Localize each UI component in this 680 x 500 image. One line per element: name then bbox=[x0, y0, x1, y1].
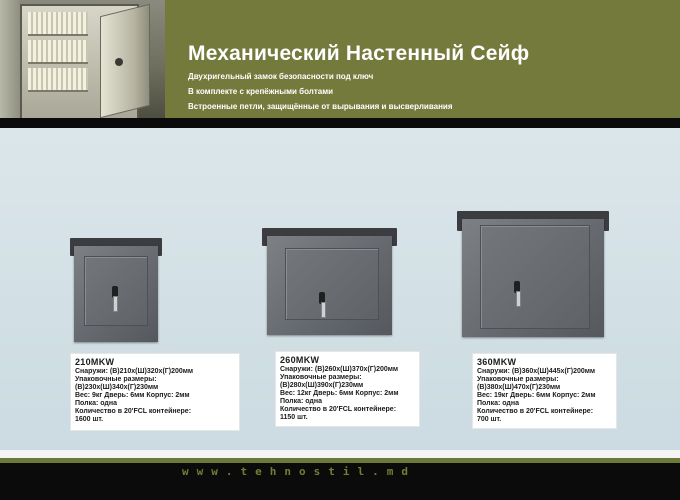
spec-line: Количество в 20'FCL контейнере: bbox=[75, 408, 192, 415]
spec-line: Вес: 19кг Дверь: 6мм Корпус: 2мм bbox=[477, 392, 596, 399]
spec-line: Снаружи: (В)360х(Ш)445х(Г)200мм bbox=[477, 368, 596, 375]
feature-item: В комплекте с крепёжными болтами bbox=[188, 87, 334, 96]
model-name: 210MKW bbox=[75, 357, 115, 367]
product-area bbox=[0, 128, 680, 450]
spec-line: (В)230х(Ш)340х(Г)230мм bbox=[75, 384, 159, 391]
spec-line: Упаковочные размеры: bbox=[280, 374, 362, 381]
safe-image-210mkw bbox=[70, 238, 162, 343]
spec-line: 1600 шт. bbox=[75, 416, 104, 423]
footer bbox=[0, 458, 680, 500]
spec-line: Снаружи: (В)260х(Ш)370х(Г)200мм bbox=[280, 366, 399, 373]
product-card-260mkw bbox=[275, 351, 420, 427]
page-title: Механический Настенный Сейф bbox=[188, 42, 530, 65]
spec-line: Упаковочные размеры: bbox=[75, 376, 157, 383]
header-banner bbox=[0, 0, 680, 118]
model-name: 360MKW bbox=[477, 357, 517, 367]
spec-line: Количество в 20'FCL контейнере: bbox=[477, 408, 594, 415]
spec-line: 700 шт. bbox=[477, 416, 502, 423]
feature-item: Встроенные петли, защищённые от вырывания и высверливания bbox=[188, 102, 453, 111]
spec-line: Полка: одна bbox=[75, 400, 117, 407]
divider-band bbox=[0, 118, 680, 128]
spec-line: 1150 шт. bbox=[280, 414, 308, 421]
spec-line: Количество в 20'FCL контейнере: bbox=[280, 406, 397, 413]
spec-line: (В)280х(Ш)390х(Г)230мм bbox=[280, 382, 364, 389]
spec-line: Снаружи: (В)210х(Ш)320х(Г)200мм bbox=[75, 368, 194, 375]
product-card-360mkw bbox=[472, 353, 617, 429]
safe-image-360mkw bbox=[457, 211, 609, 338]
divider-band bbox=[0, 450, 680, 458]
spec-line: Упаковочные размеры: bbox=[477, 376, 559, 383]
spec-line: Вес: 12кг Дверь: 6мм Корпус: 2мм bbox=[280, 390, 399, 397]
safe-image-260mkw bbox=[262, 228, 397, 336]
spec-line: Полка: одна bbox=[477, 400, 519, 407]
product-card-210mkw bbox=[70, 353, 240, 431]
spec-line: Вес: 9кг Дверь: 6мм Корпус: 2мм bbox=[75, 392, 190, 399]
footer-accent-strip bbox=[0, 458, 680, 463]
website-link[interactable]: www.tehnostil.md bbox=[182, 465, 416, 478]
model-name: 260MKW bbox=[280, 355, 320, 365]
spec-line: Полка: одна bbox=[280, 398, 322, 405]
feature-item: Двухригельный замок безопасности под ключ bbox=[188, 72, 374, 81]
spec-line: (В)380х(Ш)470х(Г)230мм bbox=[477, 384, 561, 391]
open-safe-photo bbox=[0, 0, 165, 118]
